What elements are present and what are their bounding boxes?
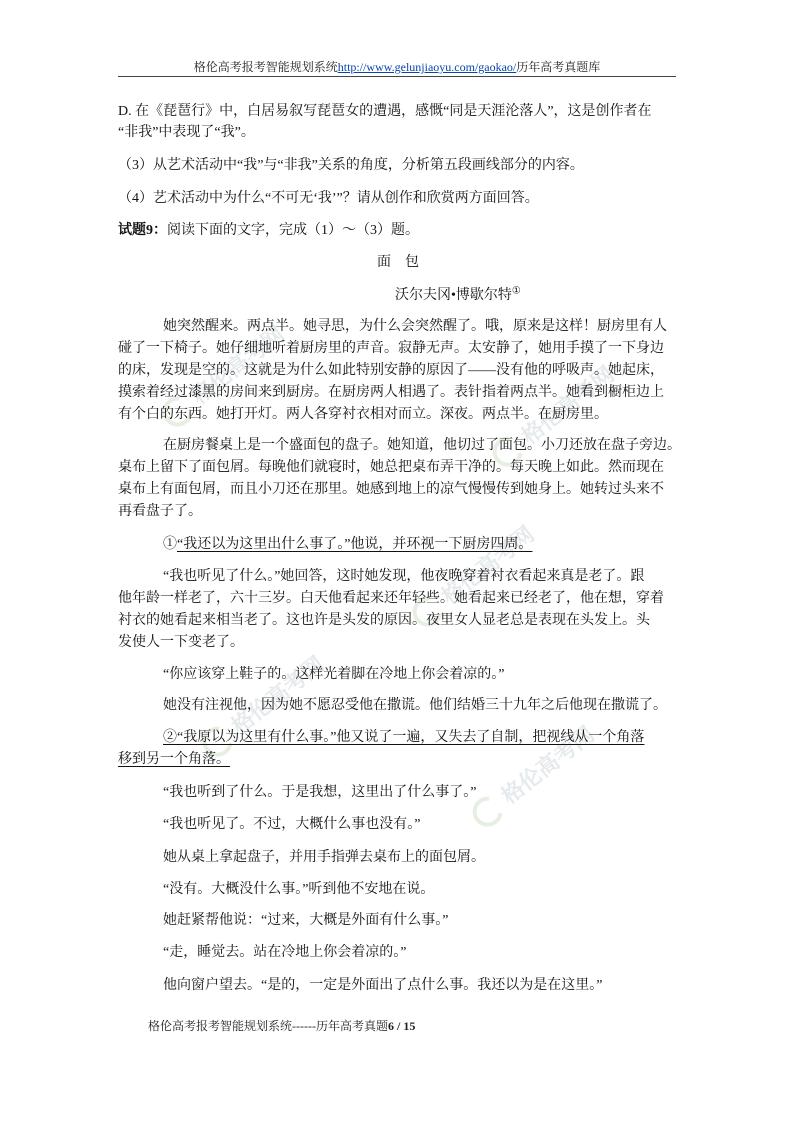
paragraph-line: 她突然醒来。两点半。她寻思，为什么会突然醒了。哦，原来是这样！厨房里有人 <box>163 319 667 334</box>
test9-label: 试题9： <box>118 223 167 238</box>
paragraph-line: 桌布上有面包屑，而且小刀还在那里。她感到地上的凉气慢慢传到她身上。她转过头来不 <box>118 482 664 497</box>
watermark-text: 格伦高考网 <box>187 322 290 410</box>
paragraph-line: “走，睡觉去。站在冷地上你会着凉的。” <box>163 945 407 960</box>
underlined-text: “我还以为这里出什么事了。”他说，并环视一下厨房四周。 <box>177 537 533 552</box>
option-d-line: “非我”中表现了“我”。 <box>118 125 255 140</box>
sentence-marker: ① <box>163 537 177 552</box>
underlined-sentence-2: 移到另一个角落。 <box>118 752 230 767</box>
header-title: 格伦高考报考智能规划系统 <box>193 60 338 74</box>
watermark-text: 格伦高考网 <box>497 722 600 810</box>
underlined-sentence-2: ②“我原以为这里有什么事。”他又说了一遍，又失去了自制，把视线从一个角落 <box>163 730 645 745</box>
watermark-text: 格伦高考网 <box>227 652 330 740</box>
paragraph-line: 他年龄一样老了，六十三岁。白天他看起来还年轻些。她看起来已经老了，他在想，穿着 <box>118 591 664 606</box>
paragraph-line: 有个白的东西。她打开灯。两人各穿衬衣相对而立。深夜。两点半。在厨房里。 <box>118 407 608 422</box>
paragraph-line: “我也听见了什么。”她回答，这时她发现，他夜晚穿着衬衣看起来真是老了。跟 <box>163 569 645 584</box>
option-d-line: D. 在《琵琶行》中，白居易叙写琵琶女的遭遇，感慨“同是天涯沦落人”，这是创作者在 <box>118 104 652 119</box>
paragraph-line: “我也听见了。不过，大概什么事也没有。” <box>163 817 421 832</box>
paragraph-line: 她赶紧帮他说：“过来，大概是外面有什么事。” <box>163 913 449 928</box>
page-footer <box>148 1018 415 1034</box>
paragraph-line: 她从桌上拿起盘子，并用手指弹去桌布上的面包屑。 <box>163 850 485 865</box>
story-title: 面 包 <box>377 255 419 270</box>
paragraph-line: 碰了一下椅子。她仔细地听着厨房里的声音。寂静无声。太安静了，她用手摸了一下身边 <box>118 341 664 356</box>
paragraph-line: 再看盘子了。 <box>118 504 202 519</box>
paragraph-line: 她没有注视他，因为她不愿忍受他在撒谎。他们结婚三十九年之后他现在撒谎了。 <box>163 698 667 713</box>
header-link[interactable]: http://www.gelunjiaoyu.com/gaokao/ <box>337 60 517 74</box>
paragraph-line: 他向窗户望去。“是的，一定是外面出了点什么事。我还以为是在这里。” <box>163 978 603 993</box>
paragraph-line: “没有。大概没什么事。”听到他不安地在说。 <box>163 882 435 897</box>
test9-heading <box>118 222 419 240</box>
watermark-text: 格伦高考网 <box>437 522 540 610</box>
paragraph-line: 发使人一下变老了。 <box>118 635 244 650</box>
paragraph-line: 衬衣的她看起来相当老了。这也许是头发的原因。夜里女人显老总是表现在头发上。头 <box>118 613 650 628</box>
footer-text: 格伦高考报考智能规划系统------历年高考真题 <box>148 1019 388 1033</box>
paragraph-line: “我也听到了什么。于是我想，这里出了什么事了。” <box>163 785 477 800</box>
paragraph-line: 的床，发现是空的。这就是为什么如此特别安静的原因了——没有他的呼吸声。她起床， <box>118 363 664 378</box>
paragraph-line: “你应该穿上鞋子的。这样光着脚在冷地上你会着凉的。” <box>163 667 505 682</box>
paragraph-line: 在厨房餐桌上是一个盛面包的盘子。她知道，他切过了面包。小刀还放在盘子旁边。 <box>163 438 681 453</box>
header-suffix: 历年高考真题库 <box>516 60 601 74</box>
paragraph-line: 摸索着经过漆黑的房间来到厨房。在厨房两人相遇了。表针指着两点半。她看到橱柜边上 <box>118 385 664 400</box>
story-author <box>395 287 521 305</box>
underlined-sentence-1 <box>163 536 532 554</box>
page-number: 6 / 15 <box>387 1019 416 1033</box>
page-header <box>0 59 794 75</box>
question-3: （3）从艺术活动中“我”与“非我”关系的角度，分析第五段画线部分的内容。 <box>118 158 584 173</box>
author-name: 沃尔夫冈•博歇尔特 <box>395 288 512 303</box>
test9-instruction: 阅读下面的文字，完成（1）～（3）题。 <box>167 223 419 238</box>
author-footnote-mark: ① <box>511 285 521 297</box>
question-4: （4）艺术活动中为什么“不可无‘我’”？请从创作和欣赏两方面回答。 <box>118 191 539 206</box>
header-rule <box>118 76 676 77</box>
paragraph-line: 桌布上留下了面包屑。每晚他们就寝时，她总把桌布弄干净的。每天晚上如此。然而现在 <box>118 460 664 475</box>
watermark-text: 格伦高考网 <box>517 362 620 450</box>
